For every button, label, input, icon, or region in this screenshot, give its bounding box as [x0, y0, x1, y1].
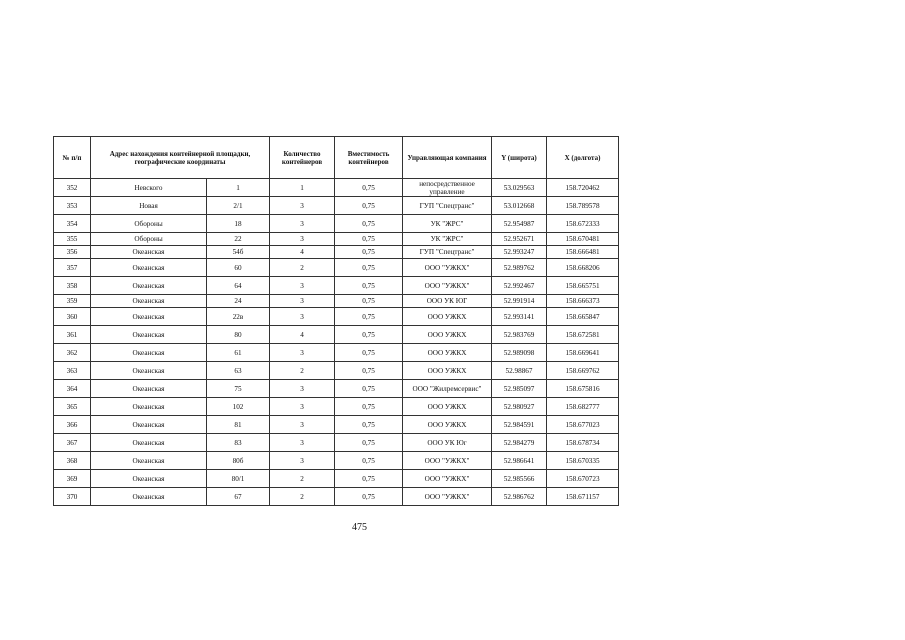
table-row [54, 215, 619, 233]
container-count-cell: 2 [270, 362, 335, 380]
house-cell: 64 [207, 277, 270, 295]
longitude-cell: 158.678734 [547, 434, 619, 452]
row-number: 370 [54, 488, 91, 506]
longitude-cell: 158.666373 [547, 295, 619, 308]
row-number: 364 [54, 380, 91, 398]
capacity-cell: 0,75 [335, 344, 403, 362]
company-cell: ГУП "Спецтранс" [403, 197, 492, 215]
capacity-cell: 0,75 [335, 362, 403, 380]
company-cell: ООО УЖКХ [403, 326, 492, 344]
company-cell: ГУП "Спецтранс" [403, 246, 492, 259]
house-cell: 80б [207, 452, 270, 470]
company-cell: ООО "УЖКХ" [403, 488, 492, 506]
street-cell: Океанская [91, 344, 207, 362]
street-cell: Океанская [91, 326, 207, 344]
container-count-cell: 3 [270, 434, 335, 452]
longitude-cell: 158.670723 [547, 470, 619, 488]
capacity-cell: 0,75 [335, 398, 403, 416]
company-cell: ООО "УЖКХ" [403, 277, 492, 295]
latitude-cell: 52.989762 [492, 259, 547, 277]
container-count-cell: 3 [270, 380, 335, 398]
capacity-cell: 0,75 [335, 259, 403, 277]
container-count-cell: 3 [270, 277, 335, 295]
street-cell: Океанская [91, 308, 207, 326]
company-cell: ООО УЖКХ [403, 344, 492, 362]
row-number: 367 [54, 434, 91, 452]
company-cell: ООО УЖКХ [403, 308, 492, 326]
latitude-cell: 52.98867 [492, 362, 547, 380]
table-row [54, 434, 619, 452]
house-cell: 63 [207, 362, 270, 380]
house-cell: 67 [207, 488, 270, 506]
house-cell: 83 [207, 434, 270, 452]
row-number: 353 [54, 197, 91, 215]
row-number: 365 [54, 398, 91, 416]
table-row [54, 380, 619, 398]
company-cell: УК "ЖРС" [403, 233, 492, 246]
container-count-cell: 3 [270, 452, 335, 470]
row-number: 369 [54, 470, 91, 488]
container-count-cell: 2 [270, 470, 335, 488]
company-cell: ООО УК ЮГ [403, 295, 492, 308]
table-row [54, 246, 619, 259]
container-count-cell: 3 [270, 344, 335, 362]
street-cell: Новая [91, 197, 207, 215]
container-count-cell: 3 [270, 197, 335, 215]
row-number: 355 [54, 233, 91, 246]
container-count-cell: 3 [270, 295, 335, 308]
street-cell: Обороны [91, 233, 207, 246]
longitude-cell: 158.665751 [547, 277, 619, 295]
house-cell: 18 [207, 215, 270, 233]
longitude-cell: 158.666481 [547, 246, 619, 259]
company-cell: ООО УК Юг [403, 434, 492, 452]
capacity-cell: 0,75 [335, 277, 403, 295]
table-row [54, 362, 619, 380]
table-row [54, 179, 619, 197]
street-cell: Океанская [91, 277, 207, 295]
house-cell: 81 [207, 416, 270, 434]
latitude-cell: 52.986762 [492, 488, 547, 506]
capacity-cell: 0,75 [335, 470, 403, 488]
company-cell: УК "ЖРС" [403, 215, 492, 233]
row-number: 358 [54, 277, 91, 295]
capacity-cell: 0,75 [335, 380, 403, 398]
container-count-cell: 1 [270, 179, 335, 197]
table-row [54, 295, 619, 308]
header-count: Количество контейнеров [270, 137, 335, 179]
table-row [54, 259, 619, 277]
longitude-cell: 158.669762 [547, 362, 619, 380]
capacity-cell: 0,75 [335, 434, 403, 452]
street-cell: Океанская [91, 416, 207, 434]
house-cell: 80/1 [207, 470, 270, 488]
latitude-cell: 52.980927 [492, 398, 547, 416]
capacity-cell: 0,75 [335, 488, 403, 506]
capacity-cell: 0,75 [335, 233, 403, 246]
house-cell: 22 [207, 233, 270, 246]
row-number: 363 [54, 362, 91, 380]
table-row [54, 344, 619, 362]
row-number: 359 [54, 295, 91, 308]
container-count-cell: 3 [270, 416, 335, 434]
latitude-cell: 52.985566 [492, 470, 547, 488]
street-cell: Невского [91, 179, 207, 197]
row-number: 354 [54, 215, 91, 233]
header-capacity: Вместимость контейнеров [335, 137, 403, 179]
container-count-cell: 4 [270, 326, 335, 344]
capacity-cell: 0,75 [335, 326, 403, 344]
street-cell: Океанская [91, 246, 207, 259]
street-cell: Океанская [91, 398, 207, 416]
page-number: 475 [352, 522, 367, 533]
longitude-cell: 158.665847 [547, 308, 619, 326]
house-cell: 75 [207, 380, 270, 398]
street-cell: Океанская [91, 488, 207, 506]
table-row [54, 233, 619, 246]
house-cell: 102 [207, 398, 270, 416]
capacity-cell: 0,75 [335, 295, 403, 308]
table-row [54, 197, 619, 215]
company-cell: ООО "Жилремсервис" [403, 380, 492, 398]
longitude-cell: 158.670481 [547, 233, 619, 246]
latitude-cell: 53.012668 [492, 197, 547, 215]
company-cell: ООО "УЖКХ" [403, 259, 492, 277]
company-cell: ООО УЖКХ [403, 416, 492, 434]
table-row [54, 488, 619, 506]
latitude-cell: 52.952671 [492, 233, 547, 246]
container-count-cell: 3 [270, 233, 335, 246]
row-number: 368 [54, 452, 91, 470]
street-cell: Океанская [91, 259, 207, 277]
capacity-cell: 0,75 [335, 179, 403, 197]
header-row [54, 137, 619, 179]
house-cell: 22в [207, 308, 270, 326]
company-cell: ООО "УЖКХ" [403, 452, 492, 470]
street-cell: Океанская [91, 380, 207, 398]
longitude-cell: 158.672581 [547, 326, 619, 344]
row-number: 352 [54, 179, 91, 197]
container-count-cell: 4 [270, 246, 335, 259]
header-company: Управляющая компания [403, 137, 492, 179]
container-count-cell: 3 [270, 398, 335, 416]
house-cell: 54б [207, 246, 270, 259]
latitude-cell: 52.984591 [492, 416, 547, 434]
row-number: 362 [54, 344, 91, 362]
latitude-cell: 52.984279 [492, 434, 547, 452]
row-number: 356 [54, 246, 91, 259]
longitude-cell: 158.682777 [547, 398, 619, 416]
table-row [54, 326, 619, 344]
longitude-cell: 158.672333 [547, 215, 619, 233]
house-cell: 1 [207, 179, 270, 197]
longitude-cell: 158.669641 [547, 344, 619, 362]
street-cell: Океанская [91, 295, 207, 308]
header-latitude: Y (широта) [492, 137, 547, 179]
street-cell: Океанская [91, 362, 207, 380]
longitude-cell: 158.671157 [547, 488, 619, 506]
table-row [54, 452, 619, 470]
latitude-cell: 52.993141 [492, 308, 547, 326]
capacity-cell: 0,75 [335, 416, 403, 434]
latitude-cell: 52.991914 [492, 295, 547, 308]
table-row [54, 416, 619, 434]
company-cell: ООО "УЖКХ" [403, 470, 492, 488]
capacity-cell: 0,75 [335, 308, 403, 326]
container-count-cell: 2 [270, 488, 335, 506]
latitude-cell: 52.993247 [492, 246, 547, 259]
latitude-cell: 53.029563 [492, 179, 547, 197]
company-cell: ООО УЖКХ [403, 398, 492, 416]
street-cell: Океанская [91, 452, 207, 470]
header-num: № п/п [54, 137, 91, 179]
latitude-cell: 52.989098 [492, 344, 547, 362]
house-cell: 24 [207, 295, 270, 308]
table-row [54, 398, 619, 416]
company-cell: непосредственное управление [403, 179, 492, 197]
capacity-cell: 0,75 [335, 246, 403, 259]
container-count-cell: 3 [270, 215, 335, 233]
latitude-cell: 52.986641 [492, 452, 547, 470]
street-cell: Океанская [91, 434, 207, 452]
row-number: 357 [54, 259, 91, 277]
house-cell: 2/1 [207, 197, 270, 215]
table-row [54, 308, 619, 326]
house-cell: 80 [207, 326, 270, 344]
capacity-cell: 0,75 [335, 215, 403, 233]
header-address: Адрес нахождения контейнерной площадки, географические координаты [91, 137, 270, 179]
company-cell: ООО УЖКХ [403, 362, 492, 380]
header-longitude: X (долгота) [547, 137, 619, 179]
street-cell: Океанская [91, 470, 207, 488]
table-row [54, 470, 619, 488]
longitude-cell: 158.675816 [547, 380, 619, 398]
table-row [54, 277, 619, 295]
row-number: 360 [54, 308, 91, 326]
capacity-cell: 0,75 [335, 452, 403, 470]
street-cell: Обороны [91, 215, 207, 233]
latitude-cell: 52.983769 [492, 326, 547, 344]
latitude-cell: 52.954987 [492, 215, 547, 233]
house-cell: 60 [207, 259, 270, 277]
longitude-cell: 158.720462 [547, 179, 619, 197]
longitude-cell: 158.677023 [547, 416, 619, 434]
longitude-cell: 158.668206 [547, 259, 619, 277]
latitude-cell: 52.985097 [492, 380, 547, 398]
container-count-cell: 2 [270, 259, 335, 277]
longitude-cell: 158.670335 [547, 452, 619, 470]
capacity-cell: 0,75 [335, 197, 403, 215]
row-number: 361 [54, 326, 91, 344]
container-count-cell: 3 [270, 308, 335, 326]
latitude-cell: 52.992467 [492, 277, 547, 295]
house-cell: 61 [207, 344, 270, 362]
container-sites-table [53, 136, 619, 506]
longitude-cell: 158.789578 [547, 197, 619, 215]
row-number: 366 [54, 416, 91, 434]
